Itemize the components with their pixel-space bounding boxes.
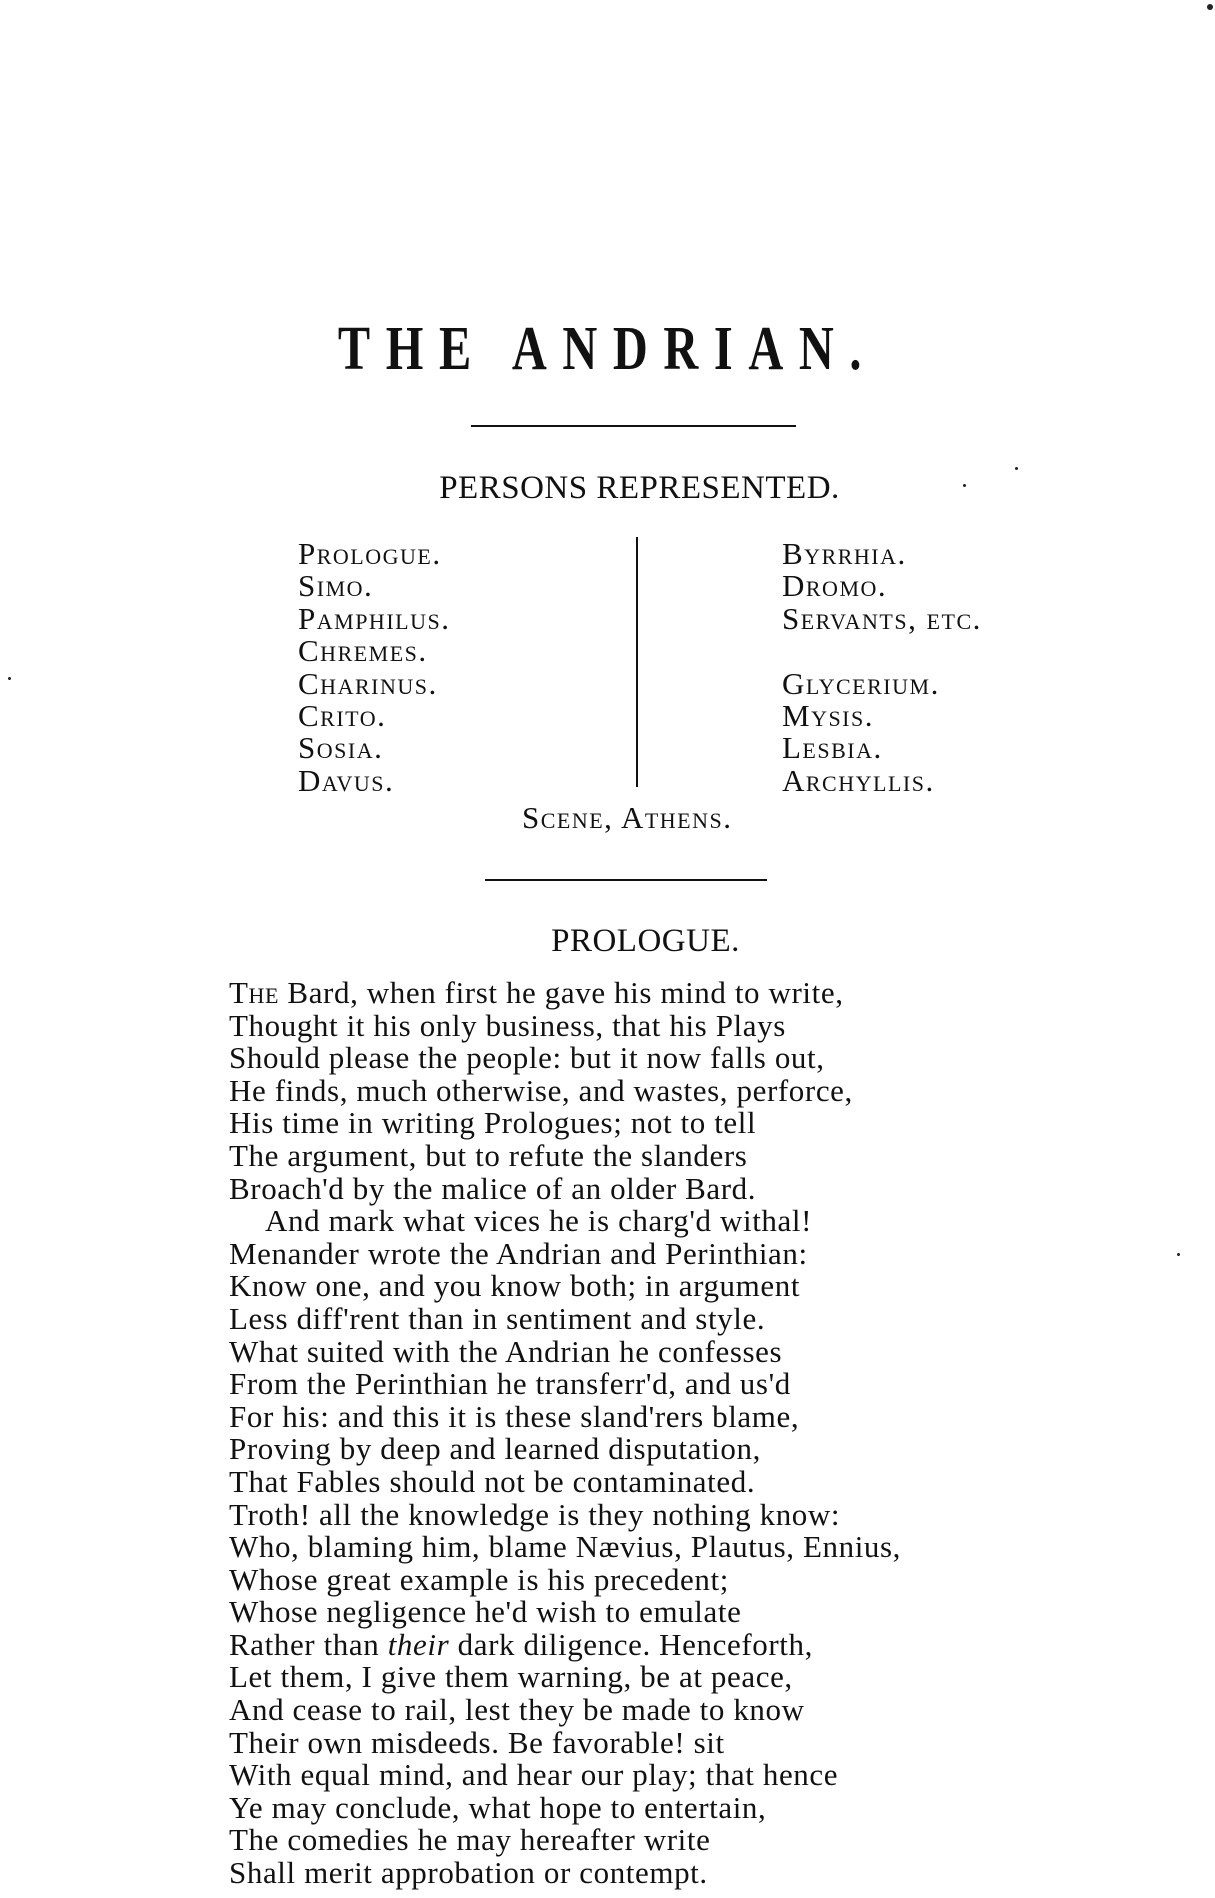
verse-line: His time in writing Prologues; not to tell xyxy=(229,1105,757,1141)
verse-line: Shall merit approbation or contempt. xyxy=(229,1855,708,1891)
person-name: Davus. xyxy=(298,762,395,798)
person-name: Byrrhia. xyxy=(782,536,907,571)
prologue-verse xyxy=(229,977,901,1890)
verse-line: Broach'd by the malice of an older Bard. xyxy=(229,1170,757,1206)
verse-line: That Fables should not be contaminated. xyxy=(229,1463,756,1499)
verse-line: Ye may conclude, what hope to entertain, xyxy=(229,1789,767,1825)
verse-line-text: Rather than xyxy=(229,1626,388,1662)
verse-line: Proving by deep and learned disputation, xyxy=(229,1431,761,1467)
group-spacer xyxy=(782,635,982,667)
scan-speck xyxy=(963,484,966,487)
verse-line: Their own misdeeds. Be favorable! sit xyxy=(229,1724,725,1760)
verse-line: Troth! all the knowledge is they nothing know: xyxy=(229,1496,841,1532)
person-name: Charinus. xyxy=(298,665,438,701)
verse-line: The argument, but to refute the slanders xyxy=(229,1137,748,1173)
person-name: Pamphilus. xyxy=(298,600,451,636)
person-name: Mysis. xyxy=(782,698,874,734)
page-title: THE ANDRIAN. xyxy=(337,315,878,383)
verse-line: Should please the people: but it now falls out, xyxy=(229,1040,825,1076)
person-name: Servants, etc. xyxy=(782,600,982,636)
verse-line: Let them, I give them warning, be at peace, xyxy=(229,1659,793,1695)
person-name: Dromo. xyxy=(782,568,888,604)
verse-line-text: Bard, when first he gave his mind to write, xyxy=(279,975,844,1010)
verse-line: Menander wrote the Andrian and Perinthian: xyxy=(229,1235,808,1271)
scene-line: Scene, Athens. xyxy=(522,800,733,835)
verse-line xyxy=(229,977,901,1010)
verse-line: What suited with the Andrian he confesses xyxy=(229,1333,783,1369)
verse-line: And mark what vices he is charg'd withal! xyxy=(265,1203,812,1239)
person-name: Chremes. xyxy=(298,633,428,669)
person-name: Archyllis. xyxy=(782,762,935,798)
person-name: Sosia. xyxy=(298,730,384,766)
scan-speck xyxy=(1177,1253,1180,1256)
prologue-heading: PROLOGUE. xyxy=(551,923,740,959)
verse-line: Know one, and you know both; in argument xyxy=(229,1268,801,1304)
section-divider xyxy=(485,879,767,881)
verse-line: For his: and this it is these sland'rers blame, xyxy=(229,1398,800,1434)
person-name: Glycerium. xyxy=(782,665,940,701)
persons-heading: PERSONS REPRESENTED. xyxy=(439,470,840,506)
verse-line: And cease to rail, lest they be made to know xyxy=(229,1692,805,1728)
verse-line xyxy=(229,1626,901,1662)
person-name: Prologue. xyxy=(298,536,442,571)
persons-column-divider xyxy=(636,537,638,787)
verse-line: From the Perinthian he transferr'd, and us'd xyxy=(229,1366,791,1402)
persons-right-column xyxy=(782,538,982,797)
persons-left-column xyxy=(298,538,450,797)
scan-speck xyxy=(1015,467,1018,470)
verse-line: He finds, much otherwise, and wastes, perforce, xyxy=(229,1072,853,1108)
verse-line: Whose negligence he'd wish to emulate xyxy=(229,1594,742,1630)
title-divider xyxy=(471,425,796,427)
italic-word: their xyxy=(387,1626,450,1662)
person-name: Simo. xyxy=(298,568,374,604)
verse-line: Whose great example is his precedent; xyxy=(229,1561,729,1597)
verse-line: The comedies he may hereafter write xyxy=(229,1822,711,1858)
verse-line: With equal mind, and hear our play; that hence xyxy=(229,1757,839,1793)
verse-line: Less diff'rent than in sentiment and style. xyxy=(229,1300,766,1336)
verse-line: Thought it his only business, that his Plays xyxy=(229,1007,786,1043)
verse-line: Who, blaming him, blame Nævius, Plautus, Ennius, xyxy=(229,1529,902,1565)
verse-opening-word: The xyxy=(229,975,280,1010)
person-name: Crito. xyxy=(298,698,387,734)
verse-line-text: dark diligence. Henceforth, xyxy=(449,1626,813,1662)
scan-speck xyxy=(8,677,11,680)
scan-speck xyxy=(1207,4,1213,10)
person-name: Lesbia. xyxy=(782,730,883,766)
